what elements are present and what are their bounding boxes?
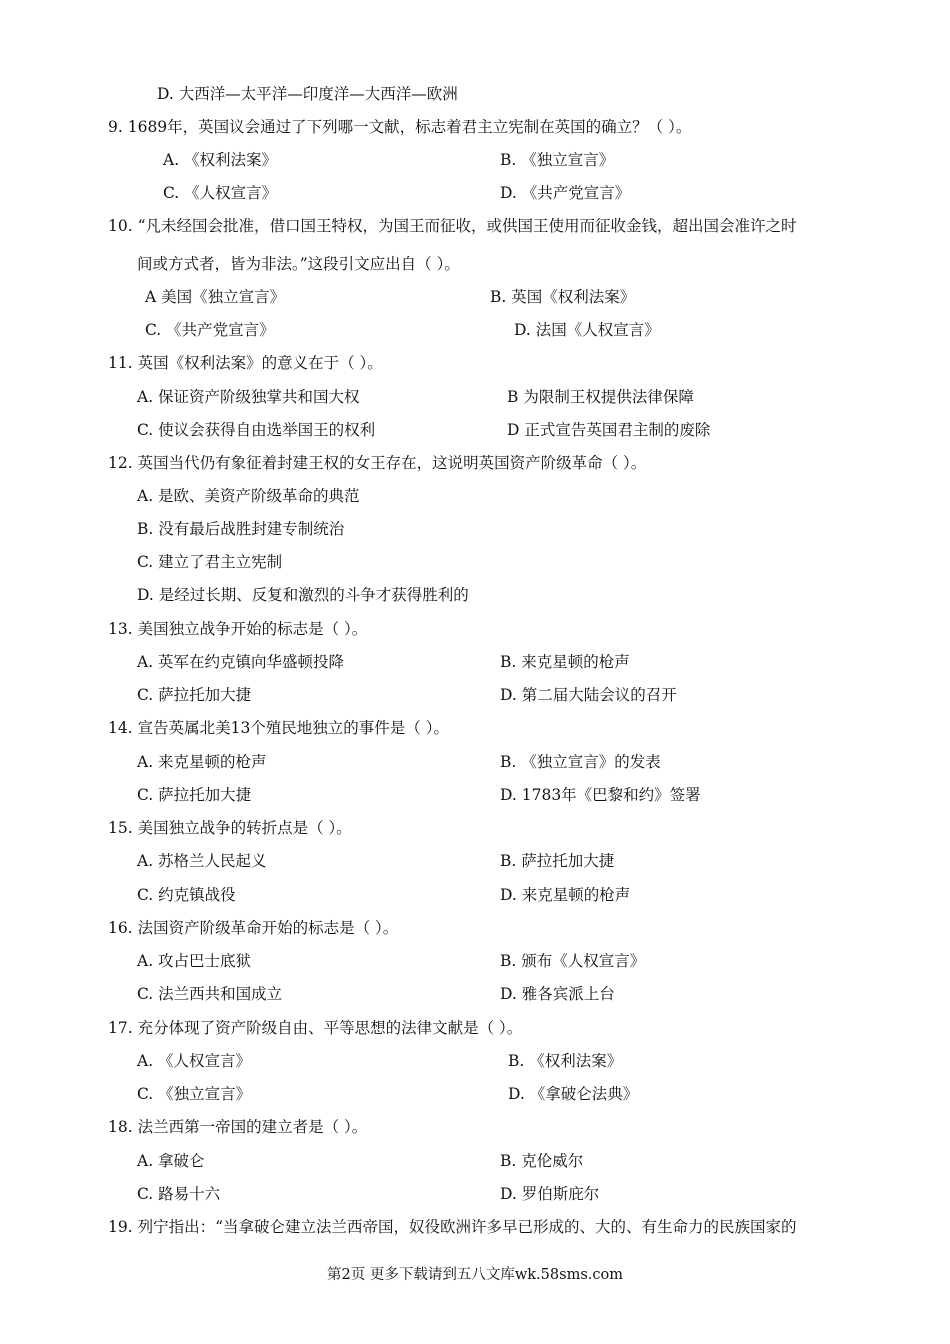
option-12b: B. 没有最后战胜封建专制统治 bbox=[137, 520, 345, 538]
option-13c: C. 萨拉托加大捷 bbox=[137, 686, 252, 704]
question-13: 13. 美国独立战争开始的标志是（ ）。 bbox=[108, 620, 368, 638]
option-16c: C. 法兰西共和国成立 bbox=[137, 985, 283, 1003]
option-16a: A. 攻占巴士底狱 bbox=[137, 952, 252, 970]
option-10b: B. 英国《权利法案》 bbox=[490, 288, 636, 306]
option-18a: A. 拿破仑 bbox=[137, 1152, 205, 1170]
option-13b: B. 来克星顿的枪声 bbox=[500, 653, 630, 671]
option-8d: D. 大西洋—太平洋—印度洋—大西洋—欧洲 bbox=[157, 85, 458, 103]
question-10-cont: 间或方式者，皆为非法。”这段引文应出自（ ）。 bbox=[137, 255, 460, 273]
option-17d: D. 《拿破仑法典》 bbox=[508, 1085, 639, 1103]
option-11d: D 正式宣告英国君主制的废除 bbox=[507, 421, 711, 439]
question-11: 11. 英国《权利法案》的意义在于（ ）。 bbox=[108, 354, 383, 372]
option-12c: C. 建立了君主立宪制 bbox=[137, 553, 283, 571]
question-12: 12. 英国当代仍有象征着封建王权的女王存在，这说明英国资产阶级革命（ ）。 bbox=[108, 454, 647, 472]
option-14c: C. 萨拉托加大捷 bbox=[137, 786, 252, 804]
option-18b: B. 克伦威尔 bbox=[500, 1152, 584, 1170]
option-18c: C. 路易十六 bbox=[137, 1185, 221, 1203]
question-18: 18. 法兰西第一帝国的建立者是（ ）。 bbox=[108, 1118, 368, 1136]
option-15d: D. 来克星顿的枪声 bbox=[500, 886, 631, 904]
question-15: 15. 美国独立战争的转折点是（ ）。 bbox=[108, 819, 352, 837]
question-19: 19. 列宁指出：“当拿破仑建立法兰西帝国，奴役欧洲许多早已形成的、大的、有生命力的民族国家的 bbox=[108, 1218, 797, 1236]
option-11b: B 为限制王权提供法律保障 bbox=[507, 388, 694, 406]
option-10c: C. 《共产党宣言》 bbox=[145, 321, 275, 339]
option-15c: C. 约克镇战役 bbox=[137, 886, 236, 904]
option-10a: A 美国《独立宣言》 bbox=[145, 288, 286, 306]
option-13a: A. 英军在约克镇向华盛顿投降 bbox=[137, 653, 345, 671]
option-16d: D. 雅各宾派上台 bbox=[500, 985, 615, 1003]
option-15b: B. 萨拉托加大捷 bbox=[500, 852, 615, 870]
option-9b: B. 《独立宣言》 bbox=[500, 151, 615, 169]
option-9c: C. 《人权宣言》 bbox=[163, 184, 278, 202]
option-14d: D. 1783年《巴黎和约》签署 bbox=[500, 786, 701, 804]
option-11a: A. 保证资产阶级独掌共和国大权 bbox=[137, 388, 360, 406]
option-17b: B. 《权利法案》 bbox=[508, 1052, 623, 1070]
option-14b: B. 《独立宣言》的发表 bbox=[500, 753, 661, 771]
option-17a: A. 《人权宣言》 bbox=[137, 1052, 252, 1070]
option-9d: D. 《共产党宣言》 bbox=[500, 184, 631, 202]
option-15a: A. 苏格兰人民起义 bbox=[137, 852, 267, 870]
option-12d: D. 是经过长期、反复和激烈的斗争才获得胜利的 bbox=[137, 586, 469, 604]
option-18d: D. 罗伯斯庇尔 bbox=[500, 1185, 600, 1203]
option-16b: B. 颁布《人权宣言》 bbox=[500, 952, 646, 970]
page-footer: 第2页 更多下载请到五八文库wk.58sms.com bbox=[327, 1267, 623, 1283]
option-13d: D. 第二届大陆会议的召开 bbox=[500, 686, 677, 704]
option-9a: A. 《权利法案》 bbox=[163, 151, 278, 169]
question-16: 16. 法国资产阶级革命开始的标志是（ ）。 bbox=[108, 919, 399, 937]
option-17c: C. 《独立宣言》 bbox=[137, 1085, 252, 1103]
option-11c: C. 使议会获得自由选举国王的权利 bbox=[137, 421, 376, 439]
option-10d: D. 法国《人权宣言》 bbox=[514, 321, 660, 339]
question-17: 17. 充分体现了资产阶级自由、平等思想的法律文献是（ ）。 bbox=[108, 1019, 523, 1037]
option-14a: A. 来克星顿的枪声 bbox=[137, 753, 267, 771]
question-9: 9. 1689年，英国议会通过了下列哪一文献，标志着君主立宪制在英国的确立？（ ）。 bbox=[108, 118, 692, 136]
question-14: 14. 宣告英属北美13个殖民地独立的事件是（ ）。 bbox=[108, 719, 449, 737]
question-10: 10. “凡未经国会批准，借口国王特权，为国王而征收，或供国王使用而征收金钱，超出国会准许之时 bbox=[108, 217, 797, 235]
option-12a: A. 是欧、美资产阶级革命的典范 bbox=[137, 487, 360, 505]
